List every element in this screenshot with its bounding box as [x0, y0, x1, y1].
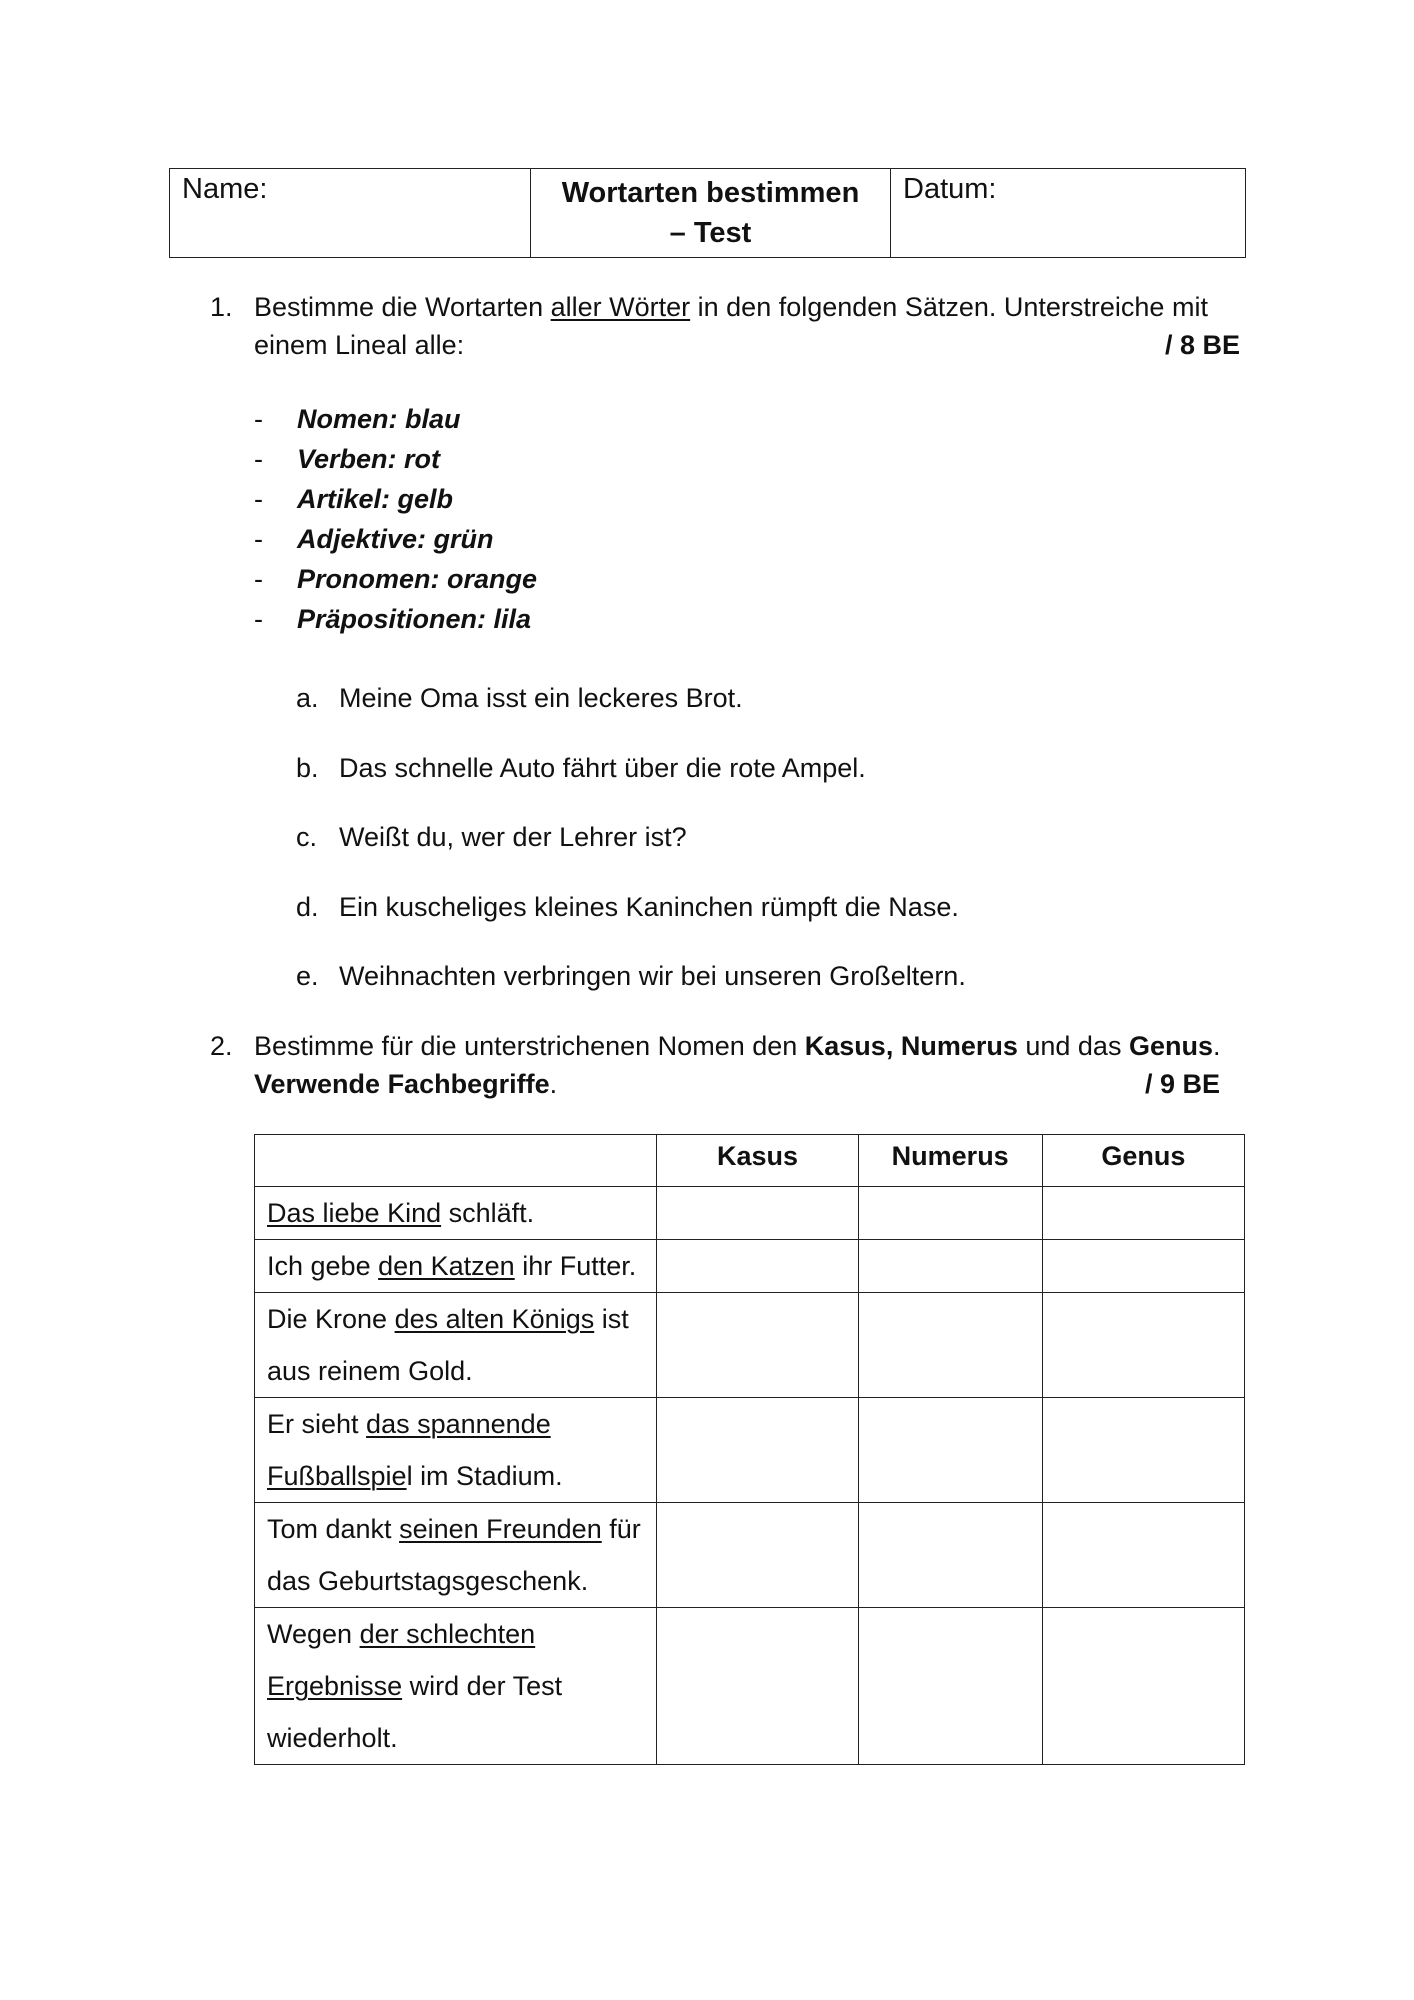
legend-item: Verben: rot: [297, 444, 441, 474]
sentence-text: Meine Oma isst ein leckeres Brot.: [339, 683, 743, 713]
table-row: [255, 1293, 1245, 1398]
answer-cell-kasus[interactable]: [657, 1608, 858, 1765]
date-field[interactable]: [891, 169, 1246, 258]
task2-text: .: [549, 1069, 558, 1099]
task2-number: 2.: [210, 1031, 233, 1061]
task1-instruction-line1: [254, 288, 1208, 326]
answer-cell-genus[interactable]: [1042, 1398, 1244, 1503]
legend-dash: -: [254, 604, 263, 634]
task1-text-after: in den folgenden Sätzen. Unterstreiche mit: [690, 292, 1208, 322]
underlined-noun: den Katzen: [378, 1251, 515, 1281]
sentence-fragment: Die Krone: [267, 1304, 395, 1334]
answer-cell-kasus[interactable]: [657, 1398, 858, 1503]
answer-cell-numerus[interactable]: [858, 1293, 1042, 1398]
sentence-text: Weihnachten verbringen wir bei unseren Großeltern.: [339, 961, 966, 991]
date-label: Datum:: [903, 173, 997, 205]
task2-text: Bestimme für die unterstrichenen Nomen den: [254, 1031, 805, 1061]
legend-item: Artikel: gelb: [297, 484, 454, 514]
answer-cell-numerus[interactable]: [858, 1187, 1042, 1240]
sentence-fragment: aus reinem Gold.: [267, 1356, 473, 1386]
task1-text: Bestimme die Wortarten: [254, 292, 551, 322]
answer-cell-genus[interactable]: [1042, 1608, 1244, 1765]
legend-dash: -: [254, 484, 263, 514]
table-row: [255, 1608, 1245, 1765]
sentence-fragment: l im Stadium.: [406, 1461, 563, 1491]
sentence-fragment: Ich gebe: [267, 1251, 379, 1281]
task2-text: .: [1212, 1031, 1221, 1061]
sentence-cell: [255, 1398, 657, 1503]
legend-dash: -: [254, 444, 263, 474]
answer-cell-kasus[interactable]: [657, 1187, 858, 1240]
table-row: [255, 1398, 1245, 1503]
sentence-text: Das schnelle Auto fährt über die rote Ampel.: [339, 753, 866, 783]
task2-text: und das: [1017, 1031, 1129, 1061]
title-line-2: – Test: [669, 217, 752, 249]
legend-dash: -: [254, 564, 263, 594]
legend-item: Nomen: blau: [297, 404, 461, 434]
name-label: Name:: [182, 173, 268, 205]
sentence-fragment: ist: [594, 1304, 629, 1334]
underlined-noun: Fußballspie: [267, 1461, 407, 1491]
task2-bold-text: Kasus, Numerus: [804, 1031, 1018, 1061]
task2-instruction-line1: [254, 1027, 1221, 1065]
header-cell-numerus: Numerus: [858, 1135, 1042, 1187]
title-line-1: Wortarten bestimmen: [561, 177, 860, 209]
header-cell: [255, 1135, 657, 1187]
answer-cell-numerus[interactable]: [858, 1398, 1042, 1503]
sentence-cell: [255, 1293, 657, 1398]
header-table: [169, 168, 1246, 258]
sentence-fragment: ihr Futter.: [514, 1251, 637, 1281]
header-cell-kasus: Kasus: [657, 1135, 858, 1187]
answer-cell-numerus[interactable]: [858, 1503, 1042, 1608]
analysis-table: [254, 1134, 1245, 1765]
sentence-cell: [255, 1503, 657, 1608]
underlined-noun: des alten Königs: [394, 1304, 595, 1334]
table-row: [255, 1187, 1245, 1240]
sentence-cell: [255, 1608, 657, 1765]
task1-points: / 8 BE: [1164, 330, 1240, 360]
header-cell-genus: Genus: [1042, 1135, 1244, 1187]
sentence-letter: a.: [296, 683, 319, 713]
sentence-letter: e.: [296, 961, 319, 991]
sentence-letter: c.: [296, 822, 318, 852]
sentence-text: Ein kuscheliges kleines Kaninchen rümpft die Nase.: [339, 892, 959, 922]
underlined-noun: Ergebnisse: [267, 1671, 403, 1701]
sentence-fragment: Wegen: [267, 1619, 360, 1649]
table-header-row: [255, 1135, 1245, 1187]
sentence-fragment: für: [601, 1514, 641, 1544]
underlined-noun: seinen Freunden: [399, 1514, 602, 1544]
task1-underlined-text: aller Wörter: [550, 292, 691, 322]
underlined-noun: der schlechten: [359, 1619, 536, 1649]
sentence-letter: d.: [296, 892, 319, 922]
task1-instruction-line2: einem Lineal alle:: [254, 330, 465, 360]
answer-cell-numerus[interactable]: [858, 1240, 1042, 1293]
answer-cell-genus[interactable]: [1042, 1187, 1244, 1240]
answer-cell-kasus[interactable]: [657, 1293, 858, 1398]
task2-bold-text: Genus: [1128, 1031, 1213, 1061]
table-row: [255, 1240, 1245, 1293]
sentence-fragment: Er sieht: [267, 1409, 367, 1439]
sentence-fragment: schläft.: [441, 1198, 535, 1228]
table-row: [255, 1503, 1245, 1608]
legend-item: Präpositionen: lila: [297, 604, 532, 634]
legend-dash: -: [254, 404, 263, 434]
sentence-fragment: das Geburtstagsgeschenk.: [267, 1566, 589, 1596]
sentence-fragment: wird der Test: [402, 1671, 563, 1701]
answer-cell-kasus[interactable]: [657, 1503, 858, 1608]
underlined-noun: Das liebe Kind: [267, 1198, 442, 1228]
answer-cell-genus[interactable]: [1042, 1240, 1244, 1293]
sentence-text: Weißt du, wer der Lehrer ist?: [339, 822, 687, 852]
answer-cell-kasus[interactable]: [657, 1240, 858, 1293]
task2-bold-text: Verwende Fachbegriffe: [254, 1069, 550, 1099]
answer-cell-genus[interactable]: [1042, 1503, 1244, 1608]
task2-points: / 9 BE: [1144, 1069, 1220, 1099]
legend-item: Adjektive: grün: [297, 524, 494, 554]
legend-item: Pronomen: orange: [297, 564, 538, 594]
underlined-noun: das spannende: [366, 1409, 551, 1439]
sentence-fragment: Tom dankt: [267, 1514, 400, 1544]
sentence-letter: b.: [296, 753, 319, 783]
sentence-cell: [255, 1240, 657, 1293]
sentence-fragment: wiederholt.: [267, 1723, 398, 1753]
task2-instruction-line2: [254, 1065, 557, 1103]
answer-cell-numerus[interactable]: [858, 1608, 1042, 1765]
answer-cell-genus[interactable]: [1042, 1293, 1244, 1398]
sentence-cell: [255, 1187, 657, 1240]
legend-dash: -: [254, 524, 263, 554]
worksheet-title: [531, 169, 891, 258]
task1-number: 1.: [210, 292, 233, 322]
name-field[interactable]: [170, 169, 531, 258]
